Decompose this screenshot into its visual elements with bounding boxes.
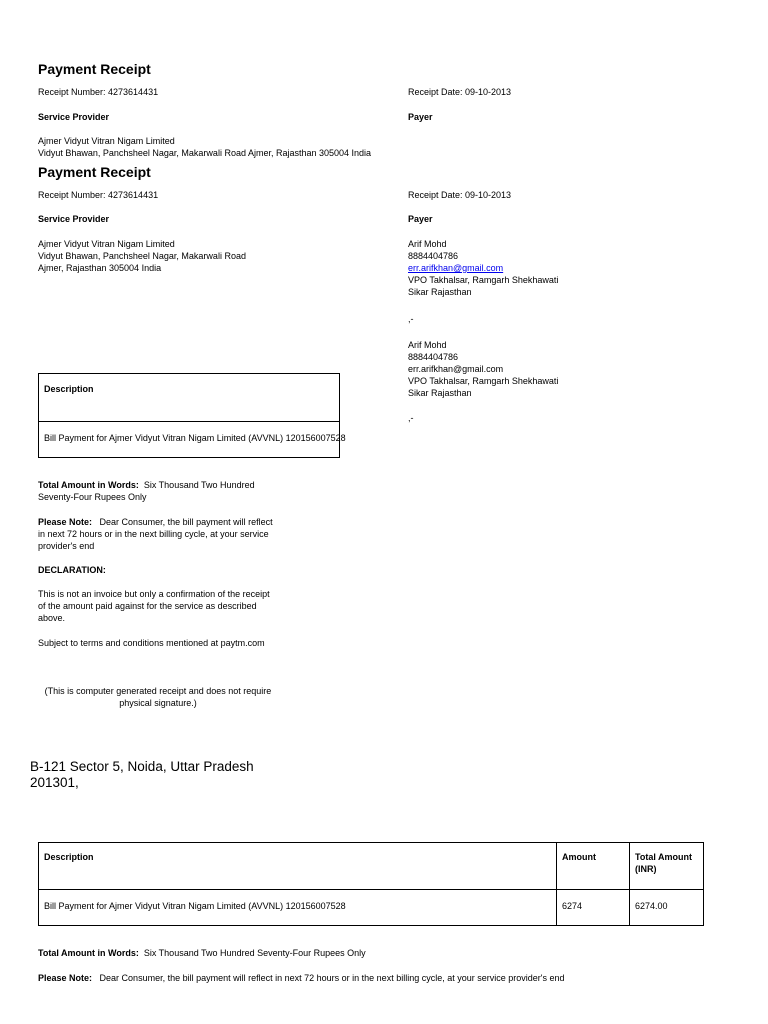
table-header-total-amount: Total Amount (INR): [635, 852, 692, 874]
provider-name: Ajmer Vidyut Vitran Nigam Limited: [38, 136, 175, 146]
total-amount-words: [38, 947, 366, 959]
table-cell-amount: 6274: [562, 901, 583, 911]
payer-email-link[interactable]: err.arifkhan@gmail.com: [408, 263, 504, 273]
company-address-line: 201301,: [30, 775, 79, 790]
payer-block: [408, 238, 558, 298]
company-address-line: B-121 Sector 5, Noida, Uttar Pradesh: [30, 759, 254, 774]
company-address: [30, 759, 254, 791]
payer-block: [408, 339, 558, 399]
page-title: Payment Receipt: [38, 164, 151, 180]
table-header-description: Description: [44, 384, 94, 394]
page-title: Payment Receipt: [38, 61, 151, 77]
payer-extra: ,-: [408, 413, 414, 423]
terms-text: Subject to terms and conditions mentioned at paytm.com: [38, 638, 265, 648]
payer-phone: 8884404786: [408, 352, 459, 362]
payer-heading: Payer: [408, 112, 433, 122]
table-column-divider: [629, 842, 630, 926]
service-provider-heading: Service Provider: [38, 214, 110, 224]
payer-address-line: VPO Takhalsar, Ramgarh Shekhawati: [408, 275, 559, 285]
table-header-description: Description: [44, 852, 94, 862]
computer-generated-note: (This is computer generated receipt and does not require physical signature.): [44, 686, 272, 708]
table-cell-description: Bill Payment for Ajmer Vidyut Vitran Nigam Limited (AVVNL) 120156007528: [44, 433, 346, 443]
bill-table: [38, 842, 704, 926]
service-provider-heading: Service Provider: [38, 112, 110, 122]
payer-extra: ,-: [408, 314, 414, 324]
table-divider: [38, 421, 340, 422]
please-note-label: Please Note:: [38, 517, 93, 527]
table-cell-description: Bill Payment for Ajmer Vidyut Vitran Nigam Limited (AVVNL) 120156007528: [44, 901, 346, 911]
provider-block: [38, 238, 246, 274]
receipt-date: Receipt Date: 09-10-2013: [408, 87, 512, 97]
payer-address-line: VPO Takhalsar, Ramgarh Shekhawati: [408, 376, 559, 386]
payer-email: err.arifkhan@gmail.com: [408, 364, 504, 374]
table-cell-total-amount: 6274.00: [635, 901, 668, 911]
please-note-text: Dear Consumer, the bill payment will reflect in next 72 hours or in the next billing cycle, at your service provider's end: [99, 973, 565, 983]
provider-address-line: Ajmer, Rajasthan 305004 India: [38, 263, 162, 273]
receipt-number: Receipt Number: 4273614431: [38, 190, 159, 200]
table-divider: [38, 889, 704, 890]
please-note: [38, 516, 278, 552]
provider-address: Vidyut Bhawan, Panchsheel Nagar, Makarwali Road Ajmer, Rajasthan 305004 India: [38, 148, 372, 158]
total-amount-label: Total Amount in Words:: [38, 480, 139, 490]
please-note-text: Dear Consumer, the bill payment will reflect in next 72 hours or in the next billing cycle, at your service provider's end: [38, 517, 273, 551]
payer-address-line: Sikar Rajasthan: [408, 287, 472, 297]
total-amount-text: Six Thousand Two Hundred Seventy-Four Rupees Only: [38, 480, 255, 502]
payer-name: Arif Mohd: [408, 340, 447, 350]
please-note: [38, 972, 564, 984]
table-column-divider: [556, 842, 557, 926]
receipt-date: Receipt Date: 09-10-2013: [408, 190, 512, 200]
please-note-label: Please Note:: [38, 973, 93, 983]
total-amount-text: Six Thousand Two Hundred Seventy-Four Rupees Only: [143, 948, 366, 958]
declaration-text: This is not an invoice but only a confirmation of the receipt of the amount paid against for the service as described above.: [38, 589, 270, 623]
table-header-amount: Amount: [562, 852, 596, 862]
provider-name: Ajmer Vidyut Vitran Nigam Limited: [38, 239, 175, 249]
provider-address-line: Vidyut Bhawan, Panchsheel Nagar, Makarwali Road: [38, 251, 246, 261]
payer-address-line: Sikar Rajasthan: [408, 388, 472, 398]
payer-phone: 8884404786: [408, 251, 459, 261]
payer-name: Arif Mohd: [408, 239, 447, 249]
payer-heading: Payer: [408, 214, 433, 224]
total-amount-label: Total Amount in Words:: [38, 948, 139, 958]
declaration-heading: DECLARATION:: [38, 565, 106, 575]
total-amount-words: [38, 479, 278, 503]
receipt-number: Receipt Number: 4273614431: [38, 87, 159, 97]
